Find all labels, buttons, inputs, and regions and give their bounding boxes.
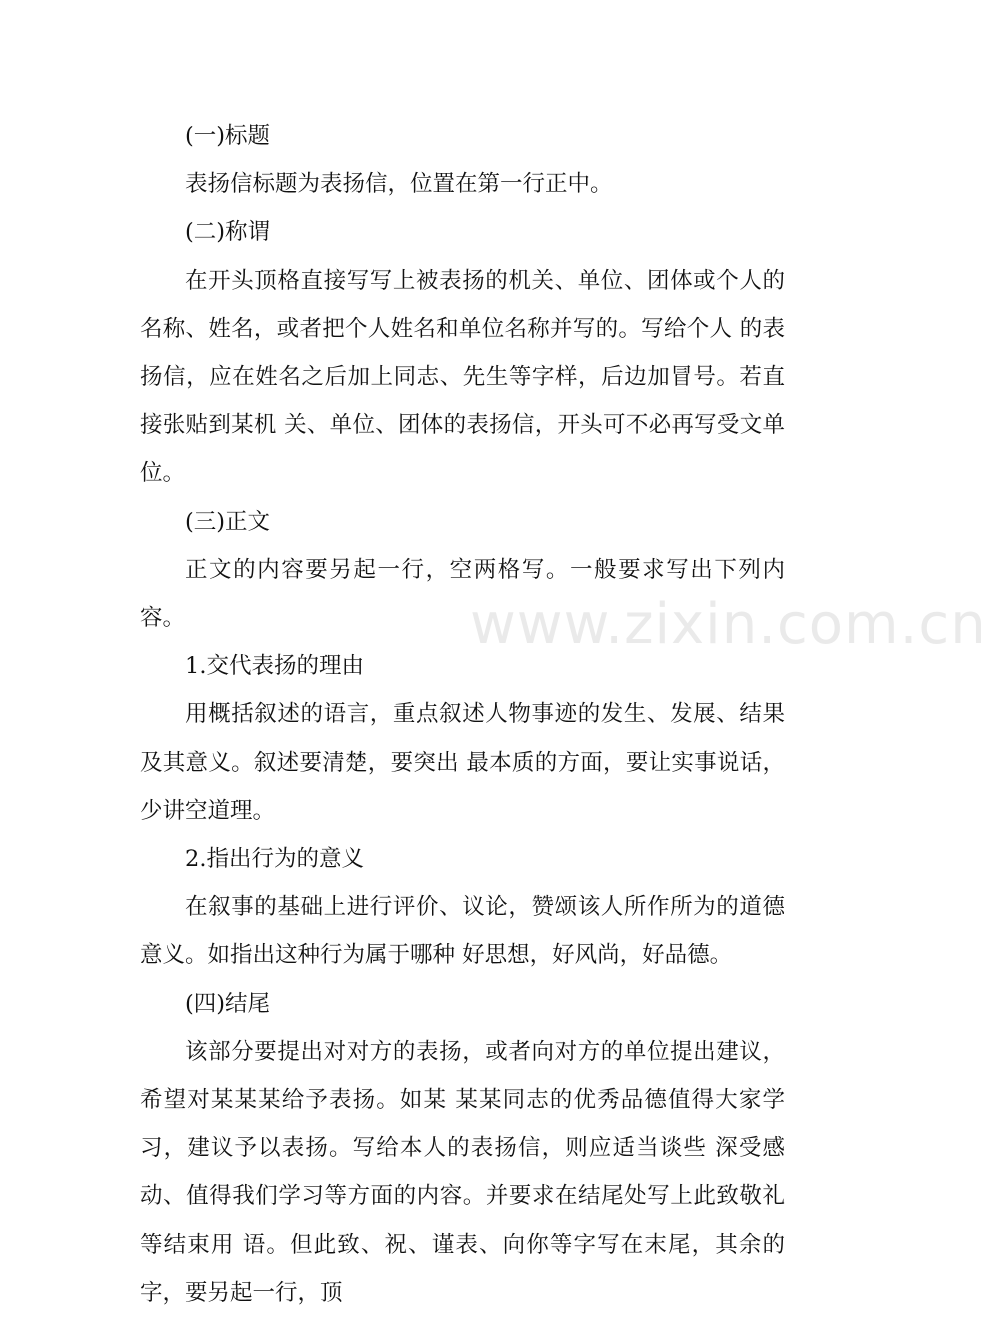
paragraph-body-desc: 正文的内容要另起一行，空两格写。一般要求写出下列内容。: [140, 556, 785, 632]
document-body: [140, 112, 785, 1317]
heading-ending: (四)结尾: [185, 990, 271, 1017]
heading-body: (三)正文: [185, 508, 271, 535]
heading-salutation: (二)称谓: [185, 219, 271, 246]
paragraph-ending-desc: 该部分要提出对对方的表扬，或者向对方的单位提出建议，希望对某某某给予表扬。如某 某某同志的优秀品德值得大家学习，建议予以表扬。写给本人的表扬信，则应适当谈些 深受感动、值得我们学习等方面的内容。并要求在结尾处写上此致敬礼等结束用 语。但此致、祝、谨表、向你等字写在末尾，其余的字，要另起一行，顶: [140, 1038, 785, 1306]
heading-title: (一)标题: [185, 123, 271, 149]
paragraph-reason-desc: 用概括叙述的语言，重点叙述人物事迹的发生、发展、结果及其意义。叙述要清楚，要突出 最本质的方面，要让实事说话，少讲空道理。: [140, 701, 785, 824]
watermark: www.zixin.com.cn: [470, 592, 987, 657]
subheading-reason: 1.交代表扬的理由: [185, 653, 364, 680]
subheading-significance: 2.指出行为的意义: [185, 846, 364, 873]
paragraph-significance-desc: 在叙事的基础上进行评价、议论，赞颂该人所作所为的道德意义。如指出这种行为属于哪种 好思想，好风尚，好品德。: [140, 894, 785, 969]
paragraph-salutation-desc: 在开头顶格直接写写上被表扬的机关、单位、团体或个人的名称、姓名，或者把个人姓名和单位名称并写的。写给个人 的表扬信，应在姓名之后加上同志、先生等字样，后边加冒号。若直接张贴到某机 关、单位、团体的表扬信，开头可不必再写受文单位。: [140, 267, 785, 487]
paragraph-title-desc: 表扬信标题为表扬信，位置在第一行正中。: [185, 171, 613, 198]
